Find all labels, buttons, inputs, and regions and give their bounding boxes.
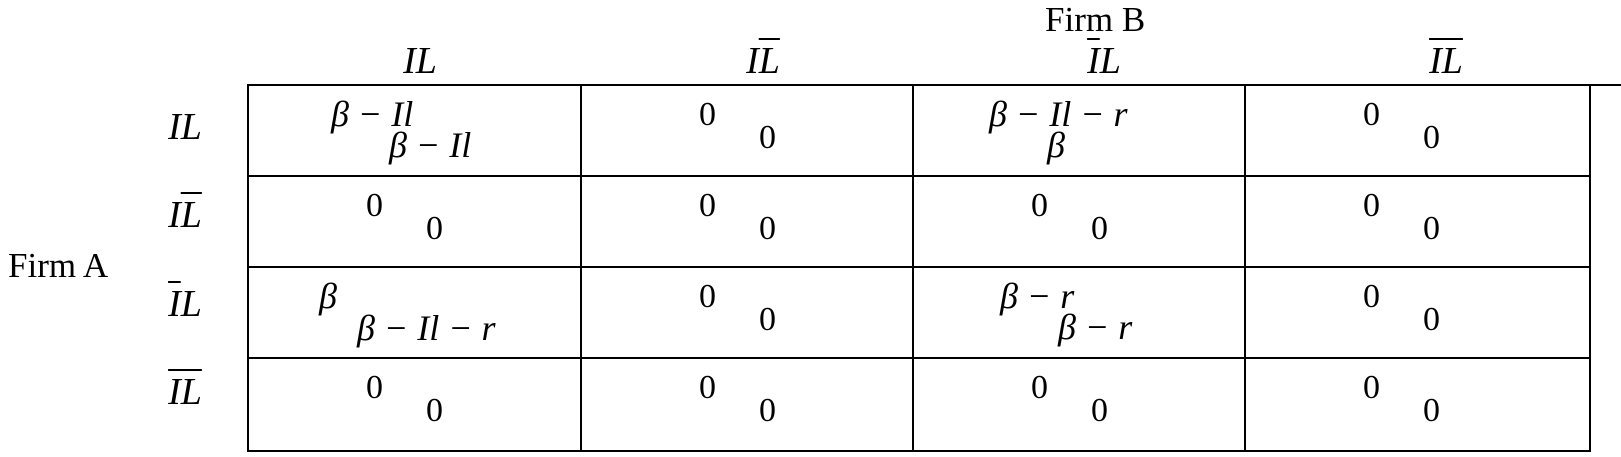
firm-a-label: Firm A <box>8 246 109 285</box>
payoff-cell <box>582 177 914 268</box>
payoff-firm-a: 0 <box>1031 369 1048 406</box>
payoff-firm-b: 0 <box>1423 392 1440 429</box>
payoff-firm-a: 0 <box>366 187 383 224</box>
column-header-bar-IL: $\overline{IL}$ <box>1429 40 1463 82</box>
payoff-cell <box>582 86 914 177</box>
payoff-firm-a: 0 <box>1031 187 1048 224</box>
column-header-IL: IL <box>403 40 437 82</box>
payoff-firm-a: 0 <box>699 278 716 315</box>
payoff-firm-a: 0 <box>699 369 716 406</box>
payoff-firm-b: 0 <box>759 392 776 429</box>
row-header-bar-IL: $\overline{IL}$ <box>168 371 202 413</box>
row-header-IL: IL <box>168 106 202 148</box>
payoff-firm-a: 0 <box>1363 187 1380 224</box>
payoff-firm-b: 0 <box>1091 392 1108 429</box>
payoff-firm-b: 0 <box>759 301 776 338</box>
payoff-firm-b: 0 <box>426 210 443 247</box>
payoff-firm-a: β − Il <box>331 94 414 134</box>
payoff-firm-b: 0 <box>759 210 776 247</box>
payoff-cell <box>582 268 914 359</box>
payoff-firm-a: 0 <box>366 369 383 406</box>
payoff-firm-a: 0 <box>699 96 716 133</box>
payoff-firm-b: 0 <box>1091 210 1108 247</box>
payoff-cell <box>1246 268 1591 359</box>
payoff-cell <box>249 177 582 268</box>
payoff-firm-a: β − r <box>1000 276 1075 316</box>
column-header-IL-bar-L: $I\overline{L}$ <box>746 40 780 82</box>
payoff-firm-b: β − Il − r <box>357 308 496 348</box>
payoff-firm-b: 0 <box>1423 301 1440 338</box>
payoff-cell <box>914 86 1246 177</box>
payoff-firm-a: β − Il − r <box>989 94 1128 134</box>
payoff-matrix <box>247 84 1621 452</box>
payoff-firm-a: 0 <box>1363 96 1380 133</box>
row-header-I-bar-L: $I\overline{L}$ <box>168 194 202 236</box>
payoff-cell <box>1246 359 1591 452</box>
payoff-firm-b: 0 <box>426 392 443 429</box>
payoff-cell <box>1246 86 1591 177</box>
payoff-firm-a: 0 <box>1363 278 1380 315</box>
payoff-firm-a: 0 <box>699 187 716 224</box>
firm-b-label: Firm B <box>1045 0 1146 39</box>
payoff-cell <box>914 359 1246 452</box>
payoff-cell <box>582 359 914 452</box>
payoff-firm-b: β − r <box>1058 307 1133 347</box>
payoff-cell <box>249 268 582 359</box>
payoff-firm-b: 0 <box>759 119 776 156</box>
payoff-firm-a: 0 <box>1363 369 1380 406</box>
column-header-bar-I-L: $\overline{I}L$ <box>1087 40 1121 82</box>
payoff-firm-b: β <box>1047 125 1065 165</box>
payoff-firm-b: β − Il <box>389 125 472 165</box>
payoff-cell <box>1246 177 1591 268</box>
payoff-cell <box>249 86 582 177</box>
payoff-firm-b: 0 <box>1423 210 1440 247</box>
row-header-bar-I-L: $\overline{I}L$ <box>168 283 202 325</box>
payoff-cell <box>249 359 582 452</box>
payoff-firm-b: 0 <box>1423 119 1440 156</box>
payoff-cell <box>914 268 1246 359</box>
payoff-cell <box>914 177 1246 268</box>
payoff-firm-a: β <box>319 276 337 316</box>
